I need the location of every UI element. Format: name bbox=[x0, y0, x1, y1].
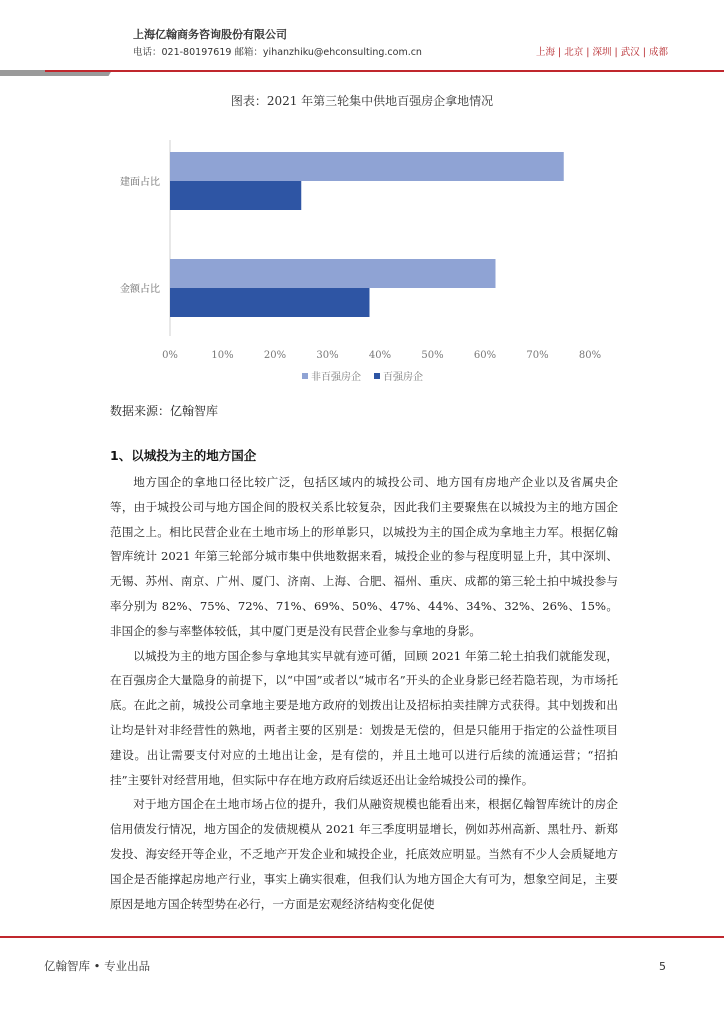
bar-chart bbox=[0, 0, 724, 400]
footer-brand: 亿翰智库 • 专业出品 bbox=[44, 959, 151, 973]
category-label: 金额占比 bbox=[120, 284, 160, 295]
bar-top100-0 bbox=[170, 181, 301, 210]
x-tick-label: 70% bbox=[526, 350, 549, 361]
section-title: 1、以城投为主的地方国企 bbox=[110, 448, 257, 463]
header-contact: 电话：021-80197619 邮箱：yihanzhiku@ehconsulting.com.cn bbox=[133, 47, 422, 58]
x-tick-label: 0% bbox=[162, 350, 178, 361]
category-label: 建面占比 bbox=[120, 177, 160, 188]
bar-top100-1 bbox=[170, 288, 370, 317]
legend-label: 非百强房企 bbox=[311, 372, 361, 383]
x-tick-label: 80% bbox=[578, 350, 602, 361]
paragraph-3: 对于地方国企在土地市场占位的提升，我们从融资规模也能看出来，根据亿翰智库统计的房企信用债发行情况，地方国企的发债规模从 2021 年三季度明显增长，例如苏州高新、黑牡丹、新郑发投、海安经开等企业，不乏地产开发企业和城投企业，托底效应明显。当然有不少人会质疑地方国企是否能撑起房地产行业，事实上确实很难，但我们认为地方国企大有可为，想象空间足，主要原因是地方国企转型势在必行，一方面是宏观经济结构变化促使 bbox=[110, 797, 618, 911]
footer-rule bbox=[0, 936, 724, 938]
bar-non-top100-1 bbox=[170, 259, 496, 288]
x-tick-label: 20% bbox=[263, 350, 287, 361]
page-number: 5 bbox=[659, 960, 666, 973]
header-company: 上海亿翰商务咨询股份有限公司 bbox=[133, 28, 287, 41]
chart-title: 图表：2021 年第三轮集中供地百强房企拿地情况 bbox=[230, 94, 494, 108]
legend-swatch bbox=[374, 373, 380, 379]
bar-non-top100-0 bbox=[170, 152, 564, 181]
legend-label: 百强房企 bbox=[383, 372, 423, 383]
legend-swatch bbox=[302, 373, 308, 379]
x-tick-label: 40% bbox=[368, 350, 392, 361]
x-tick-label: 50% bbox=[421, 350, 444, 361]
paragraph-1: 地方国企的拿地口径比较广泛，包括区域内的城投公司、地方国有房地产企业以及省属央企等，由于城投公司与地方国企间的股权关系比较复杂，因此我们主要聚焦在以城投为主的地方国企范围之上。相比民营企业在土地市场上的形单影只，以城投为主的国企成为拿地主力军。根据亿翰智库统计 2021 年第三轮部分城市集中供地数据来看，城投企业的参与程度明显上升，其中深圳、无锡、苏州、南京、广州、厦门、济南、上海、合肥、福州、重庆、成都的第三轮土拍中城投参与率分别为 82%、75%、72%、71%、69%、50%、47%、44%、34%、32%、26%、15%。非国企的参与率整体较低，其中厦门更是没有民营企业参与拿地的身影。 bbox=[110, 475, 618, 638]
body-text bbox=[110, 470, 618, 916]
paragraph-2: 以城投为主的地方国企参与拿地其实早就有迹可循，回顾 2021 年第二轮土拍我们就能发现，在百强房企大量隐身的前提下，以“中国”或者以“城市名”开头的企业身影已经若隐若现，为市场托底。在此之前，城投公司拿地主要是地方政府的划拨出让及招标拍卖挂牌方式获得。其中划拨和出让均是针对非经营性的熟地，两者主要的区别是：划拨是无偿的，但是只能用于指定的公益性项目建设。出让需要支付对应的土地出让金，是有偿的，并且土地可以进行后续的流通运营；“招拍挂”主要针对经营用地，但实际中存在地方政府后续返还出让金给城投公司的操作。 bbox=[110, 648, 618, 787]
data-source: 数据来源：亿翰智库 bbox=[110, 404, 219, 418]
header-cities: 上海 | 北京 | 深圳 | 武汉 | 成都 bbox=[536, 47, 668, 58]
x-tick-label: 10% bbox=[211, 350, 234, 361]
x-tick-label: 60% bbox=[473, 350, 497, 361]
x-tick-label: 30% bbox=[316, 350, 339, 361]
